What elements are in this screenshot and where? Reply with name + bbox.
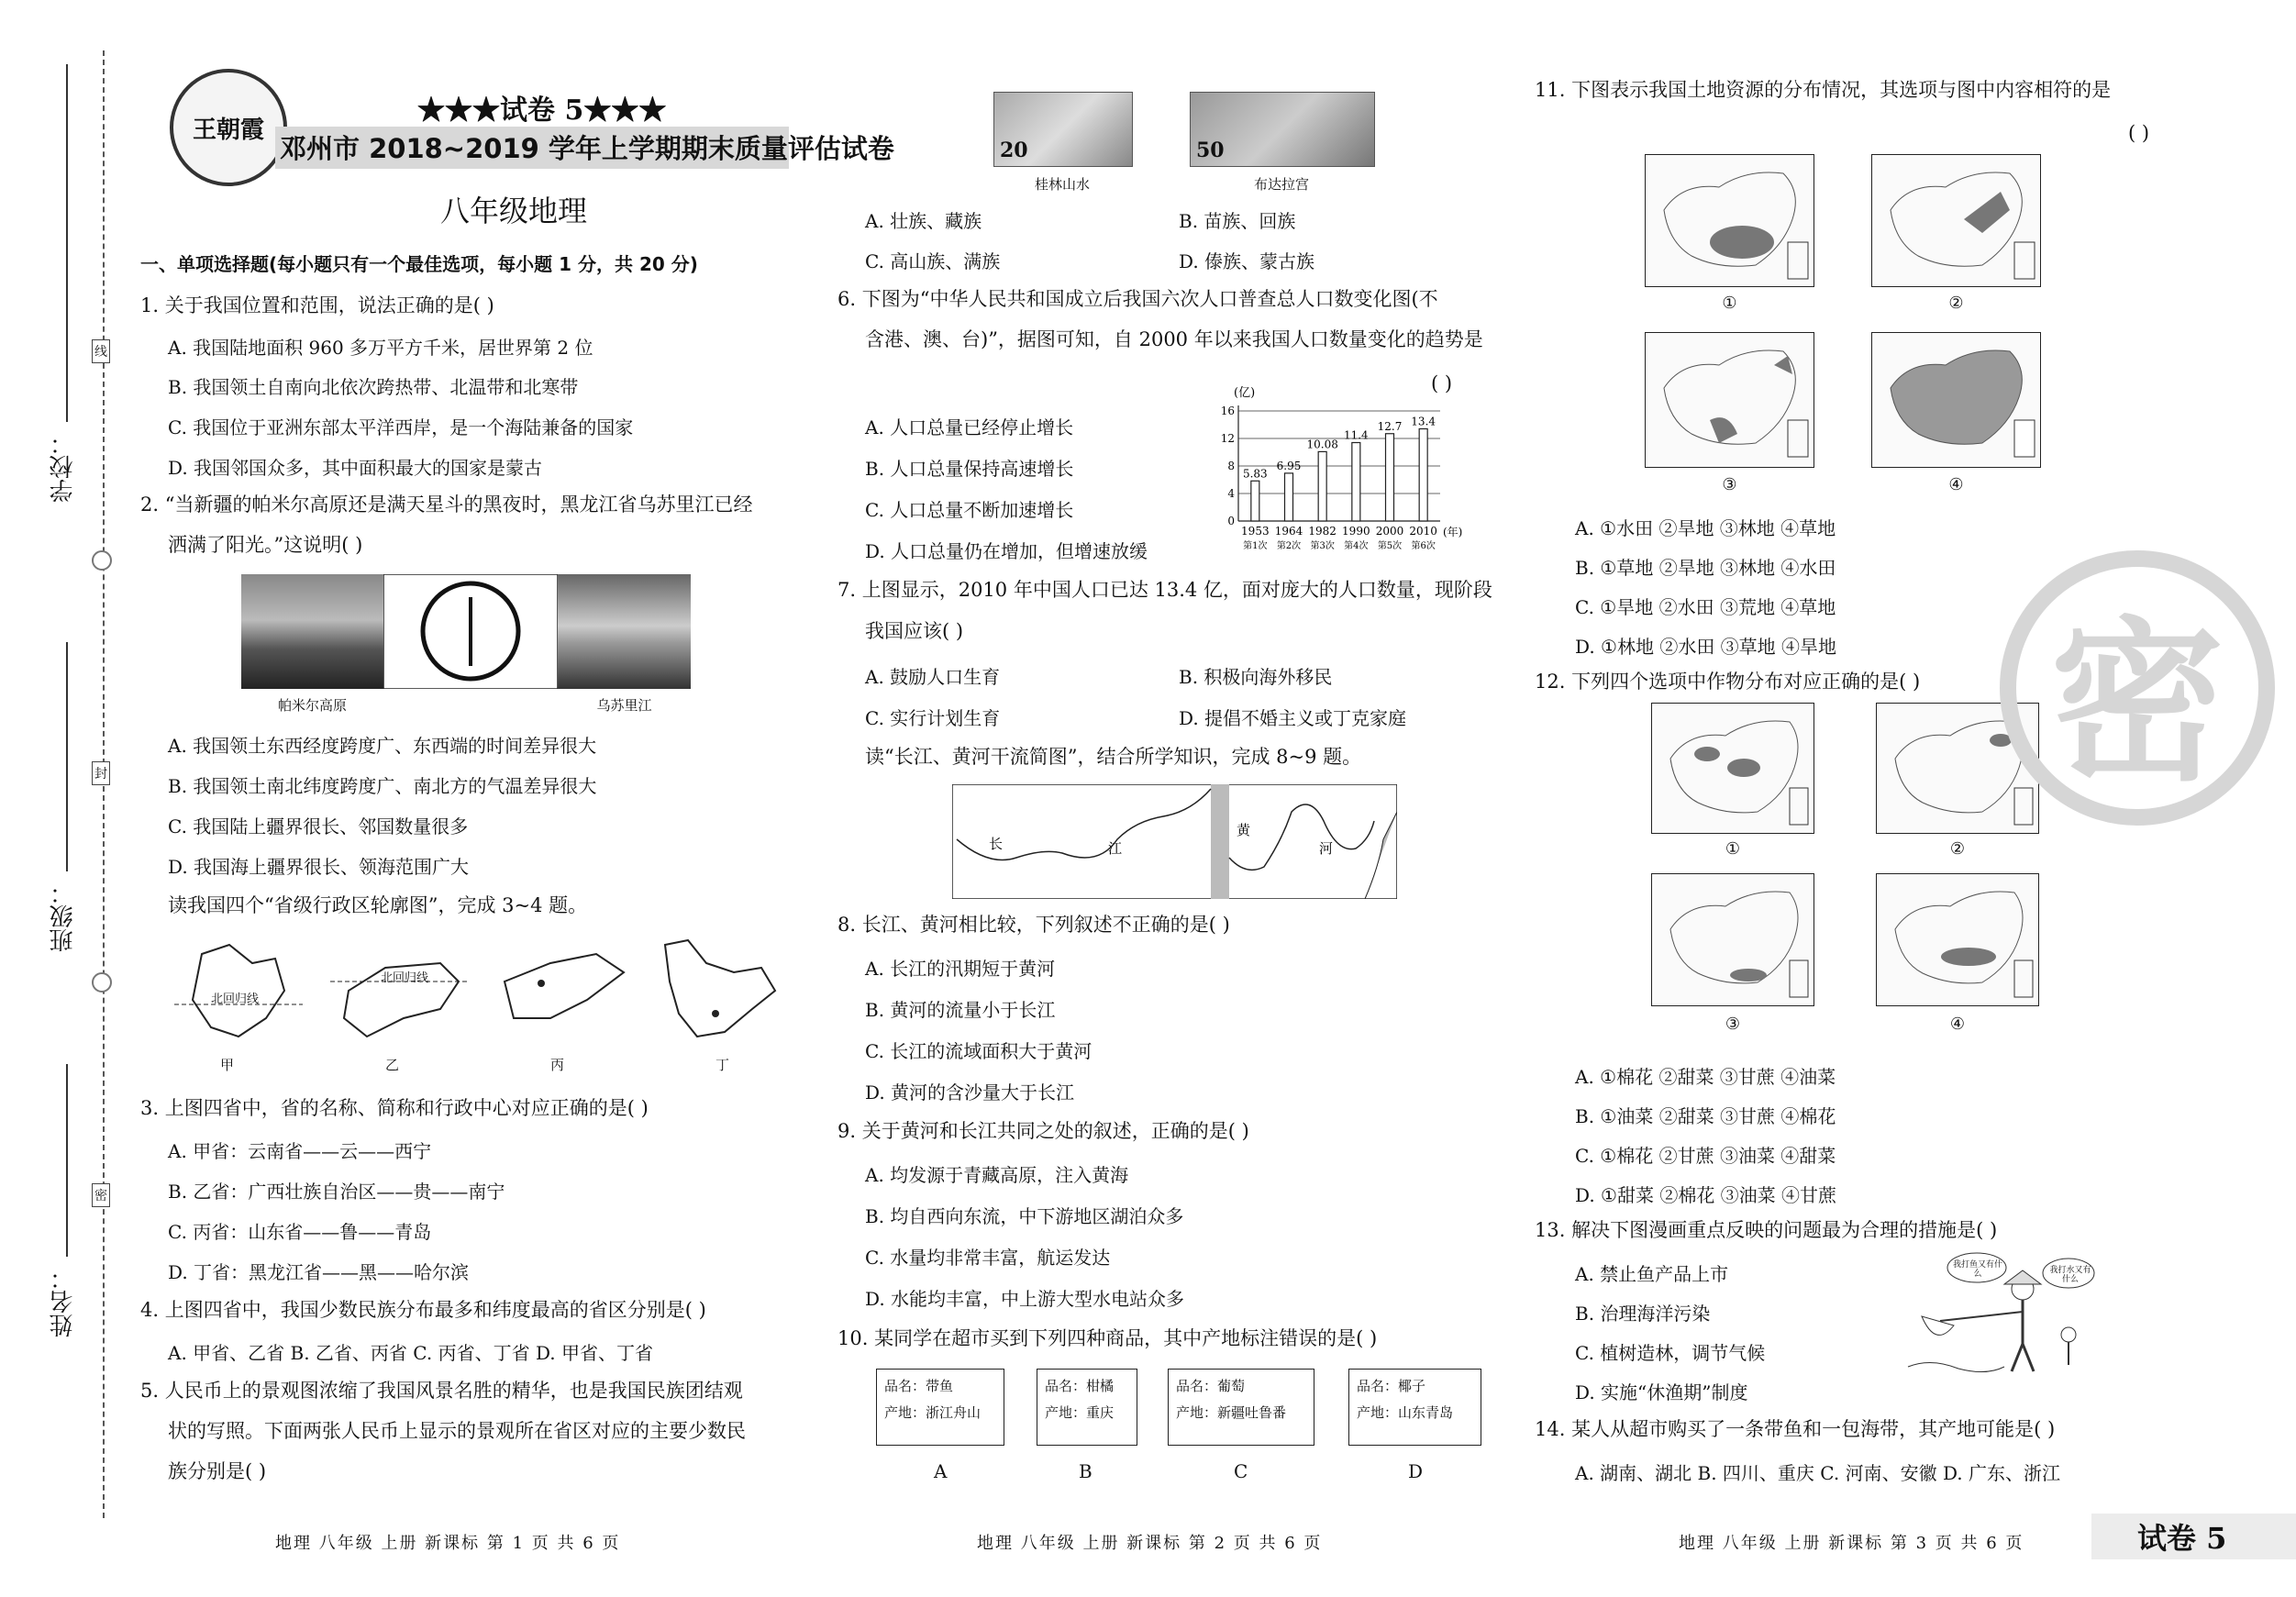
wusuli-caption: 乌苏里江 bbox=[596, 697, 652, 714]
q10-tag-c bbox=[1168, 1369, 1314, 1446]
q12-option-d[interactable]: D. ①甜菜 ②棉花 ③油菜 ④甘蔗 bbox=[1575, 1184, 1837, 1206]
class-label: 班级： bbox=[50, 881, 77, 952]
banknote-50 bbox=[1190, 92, 1375, 167]
q7-stem-2: 我国应该( ) bbox=[865, 620, 964, 642]
pamir-photo bbox=[241, 574, 383, 689]
water-waves bbox=[1908, 1362, 2004, 1371]
q6-paren: ( ) bbox=[1431, 372, 1453, 394]
q5-option-b[interactable]: B. 苗族、回族 bbox=[1179, 210, 1296, 232]
potala-caption: 布达拉宫 bbox=[1253, 176, 1309, 193]
seal-line-label: 线 bbox=[92, 339, 110, 363]
chart-bar bbox=[1285, 473, 1293, 521]
child-head bbox=[2061, 1327, 2076, 1342]
province-bing-outline bbox=[505, 954, 624, 1018]
secret-stamp-text: 密 bbox=[2049, 601, 2224, 804]
q8-stem: 8. 长江、黄河相比较，下列叙述不正确的是( ) bbox=[837, 914, 1230, 936]
q13-stem: 13. 解决下图漫画重点反映的问题最为合理的措施是( ) bbox=[1535, 1219, 1998, 1241]
chart-census-label: 第6次 bbox=[1411, 541, 1436, 551]
chart-bar bbox=[1352, 443, 1360, 522]
q10-tag-c-origin: 产地：新疆吐鲁番 bbox=[1176, 1403, 1287, 1421]
chart-ytick-label: 0 bbox=[1227, 515, 1235, 527]
q1-option-a[interactable]: A. 我国陆地面积 960 多万平方千米，居世界第 2 位 bbox=[168, 337, 593, 359]
q12-label-1: ① bbox=[1725, 839, 1741, 859]
q5-stem-1: 5. 人民币上的景观图浓缩了我国风景名胜的精华，也是我国民族团结观 bbox=[140, 1380, 743, 1402]
q7-option-d[interactable]: D. 提倡不婚主义或丁克家庭 bbox=[1179, 707, 1407, 729]
chart-census-label: 第4次 bbox=[1344, 541, 1369, 551]
q3-option-a[interactable]: A. 甲省：云南省——云——西宁 bbox=[168, 1140, 432, 1162]
q12-map-4-shape bbox=[1877, 874, 2040, 1007]
q14-stem: 14. 某人从超市购买了一条带鱼和一包海带，其产地可能是( ) bbox=[1535, 1418, 2056, 1440]
chart-value-label: 11.4 bbox=[1343, 428, 1369, 442]
q10-tag-c-name: 品名：葡萄 bbox=[1176, 1378, 1246, 1394]
province-ding-label: 丁 bbox=[715, 1057, 730, 1073]
read-34: 读我国四个“省级行政区轮廓图”，完成 3~4 题。 bbox=[168, 894, 588, 916]
q11-map-1-shape bbox=[1646, 155, 1815, 288]
q10-tag-b bbox=[1037, 1369, 1137, 1446]
river-label-huang: 黄 bbox=[1237, 822, 1251, 838]
q10-tag-a-origin: 产地：浙江舟山 bbox=[884, 1403, 982, 1421]
q12-map-3-shape bbox=[1652, 874, 1815, 1007]
q5-option-c[interactable]: C. 高山族、满族 bbox=[865, 250, 1001, 272]
q6-stem-2: 含港、澳、台)”，据图可知，自 2000 年以来我国人口数量变化的趋势是 bbox=[865, 328, 1483, 350]
q13-option-b[interactable]: B. 治理海洋污染 bbox=[1575, 1303, 1711, 1325]
q10-tag-b-origin: 产地：重庆 bbox=[1045, 1403, 1115, 1421]
q12-label-4: ④ bbox=[1949, 1015, 1966, 1034]
q2-option-c[interactable]: C. 我国陆上疆界很长、邻国数量很多 bbox=[168, 815, 469, 837]
q10-tag-b-name: 品名：柑橘 bbox=[1045, 1378, 1115, 1394]
q12-map-4 bbox=[1876, 873, 2039, 1006]
name-underline bbox=[66, 1064, 68, 1257]
chart-bar bbox=[1386, 434, 1394, 521]
province-bing-capital bbox=[538, 980, 545, 987]
province-yi-label: 乙 bbox=[385, 1057, 400, 1073]
margin-ornament-1 bbox=[92, 550, 112, 571]
chart-category-label: 2010 bbox=[1409, 525, 1437, 538]
q10-tag-a-name: 品名：带鱼 bbox=[884, 1378, 954, 1394]
q6-option-d[interactable]: D. 人口总量仍在增加，但增速放缓 bbox=[865, 540, 1148, 562]
q2-option-b[interactable]: B. 我国领土南北纬度跨度广、南北方的气温差异很大 bbox=[168, 775, 597, 797]
q10-tag-d bbox=[1348, 1369, 1481, 1446]
fisher-hat bbox=[2004, 1270, 2041, 1284]
fisher-leg-right bbox=[2023, 1344, 2034, 1371]
chart-category-label: 1964 bbox=[1274, 525, 1303, 538]
q11-map-3-shape bbox=[1646, 333, 1815, 469]
chart-value-label: 10.08 bbox=[1306, 438, 1338, 451]
class-underline bbox=[66, 642, 68, 871]
q13-option-d[interactable]: D. 实施“休渔期”制度 bbox=[1575, 1381, 1748, 1403]
province-ding-outline bbox=[665, 940, 775, 1037]
q11-label-1: ① bbox=[1722, 294, 1737, 313]
chart-category-label: 1953 bbox=[1241, 525, 1270, 538]
q12-map-3 bbox=[1651, 873, 1814, 1006]
river-label-chang: 长 bbox=[989, 836, 1004, 852]
q6-option-b[interactable]: B. 人口总量保持高速增长 bbox=[865, 458, 1074, 480]
chart-census-label: 第1次 bbox=[1243, 541, 1268, 551]
banknote-50-value: 50 bbox=[1196, 139, 1225, 162]
q10-tag-d-origin: 产地：山东青岛 bbox=[1357, 1403, 1454, 1421]
exam-badge: ★★★试卷 5★★★ bbox=[417, 94, 667, 127]
chart-ytick-label: 8 bbox=[1227, 460, 1235, 472]
seal-seal-label: 封 bbox=[92, 761, 110, 785]
bubble1-text: 我打鱼又有什么 bbox=[1952, 1260, 2002, 1279]
q11-option-d[interactable]: D. ①林地 ②水田 ③草地 ④旱地 bbox=[1575, 636, 1837, 658]
logo-text: 王朝霞 bbox=[192, 116, 264, 144]
q9-option-a[interactable]: A. 均发源于青藏高原，注入黄海 bbox=[865, 1164, 1129, 1186]
logo-seal bbox=[170, 69, 287, 186]
margin-ornament-2 bbox=[92, 972, 112, 993]
q12-option-b[interactable]: B. ①油菜 ②甜菜 ③甘蔗 ④棉花 bbox=[1575, 1105, 1836, 1127]
chart-value-label: 6.95 bbox=[1276, 459, 1302, 472]
q14-options[interactable]: A. 湖南、湖北 B. 四川、重庆 C. 河南、安徽 D. 广东、浙江 bbox=[1575, 1462, 2060, 1484]
q3-option-c[interactable]: C. 丙省：山东省——鲁——青岛 bbox=[168, 1221, 432, 1243]
bubble2-text: 我打水又有什么 bbox=[2049, 1266, 2091, 1284]
q3-option-d[interactable]: D. 丁省：黑龙江省——黑——哈尔滨 bbox=[168, 1261, 470, 1283]
chart-xlabel: (年) bbox=[1443, 526, 1463, 538]
fishing-rod bbox=[1940, 1312, 2023, 1321]
q10-stem: 10. 某同学在超市买到下列四种商品，其中产地标注错误的是( ) bbox=[837, 1327, 1378, 1349]
seal-secret-label: 密 bbox=[92, 1183, 110, 1207]
badge-text: 试卷 5 bbox=[500, 94, 584, 127]
read-89: 读“长江、黄河干流简图”，结合所学知识，完成 8~9 题。 bbox=[865, 746, 1362, 768]
q7-stem-1: 7. 上图显示，2010 年中国人口已达 13.4 亿，面对庞大的人口数量，现阶段 bbox=[837, 579, 1492, 601]
chart-ytick-label: 4 bbox=[1227, 487, 1235, 500]
wusuli-photo bbox=[558, 574, 691, 689]
q12-option-a[interactable]: A. ①棉花 ②甜菜 ③甘蔗 ④油菜 bbox=[1575, 1066, 1836, 1088]
chart-bar bbox=[1251, 481, 1259, 521]
q9-stem: 9. 关于黄河和长江共同之处的叙述，正确的是( ) bbox=[837, 1120, 1249, 1142]
q1-option-c[interactable]: C. 我国位于亚洲东部太平洋西岸，是一个海陆兼备的国家 bbox=[168, 416, 634, 438]
q8-option-c[interactable]: C. 长江的流域面积大于黄河 bbox=[865, 1040, 1093, 1062]
chart-value-label: 13.4 bbox=[1411, 415, 1436, 428]
q8-option-a[interactable]: A. 长江的汛期短于黄河 bbox=[865, 958, 1056, 980]
name-label: 姓名： bbox=[50, 1266, 77, 1337]
q2-stem-2: 洒满了阳光。”这说明( ) bbox=[168, 534, 363, 556]
q8-option-d[interactable]: D. 黄河的含沙量大于长江 bbox=[865, 1081, 1075, 1103]
clock-image bbox=[383, 574, 558, 689]
q9-option-b[interactable]: B. 均自西向东流，中下游地区湖泊众多 bbox=[865, 1205, 1184, 1227]
footer-page-1: 地理 八年级 上册 新课标 第 1 页 共 6 页 bbox=[275, 1534, 621, 1553]
q11-map-1 bbox=[1645, 154, 1814, 287]
chart-census-label: 第5次 bbox=[1377, 541, 1403, 551]
q6-stem-1: 6. 下图为“中华人民共和国成立后我国六次人口普查总人口数变化图(不 bbox=[837, 288, 1438, 310]
guilin-caption: 桂林山水 bbox=[1034, 176, 1090, 193]
q7-option-c[interactable]: C. 实行计划生育 bbox=[865, 707, 1001, 729]
q11-map-2 bbox=[1871, 154, 2041, 287]
fisher-leg-left bbox=[2012, 1344, 2023, 1371]
exam-title: 邓州市 2018~2019 学年上学期期末质量评估试卷 bbox=[280, 133, 894, 164]
section-title: 一、单项选择题(每小题只有一个最佳选项，每小题 1 分，共 20 分) bbox=[140, 253, 698, 275]
q12-stem: 12. 下列四个选项中作物分布对应正确的是( ) bbox=[1535, 671, 1921, 693]
q5-stem-2: 状的写照。下面两张人民币上显示的景观所在省区对应的主要少数民 bbox=[168, 1420, 746, 1442]
q1-option-b[interactable]: B. 我国领土自南向北依次跨热带、北温带和北寒带 bbox=[168, 376, 579, 398]
q11-stem: 11. 下图表示我国土地资源的分布情况，其选项与图中内容相符的是 bbox=[1535, 79, 2112, 101]
chart-category-label: 2000 bbox=[1375, 525, 1404, 538]
q11-option-b[interactable]: B. ①草地 ②旱地 ③林地 ④水田 bbox=[1575, 557, 1836, 579]
q1-stem: 1. 关于我国位置和范围，说法正确的是( ) bbox=[140, 294, 494, 316]
province-ding-capital bbox=[712, 1010, 719, 1017]
q7-option-b[interactable]: B. 积极向海外移民 bbox=[1179, 666, 1333, 688]
q12-map-1 bbox=[1651, 703, 1814, 834]
q11-label-4: ④ bbox=[1948, 475, 1964, 494]
chart-category-label: 1990 bbox=[1342, 525, 1370, 538]
chart-census-label: 第2次 bbox=[1276, 541, 1302, 551]
q11-paren: ( ) bbox=[2128, 122, 2150, 144]
q11-map-3 bbox=[1645, 332, 1814, 468]
q11-label-3: ③ bbox=[1722, 475, 1737, 494]
school-label: 学校： bbox=[50, 431, 77, 503]
chart-ytick-label: 12 bbox=[1220, 432, 1235, 445]
chart-ylabel: (亿) bbox=[1234, 386, 1256, 400]
q7-option-a[interactable]: A. 鼓励人口生育 bbox=[865, 666, 1001, 688]
chart-bar bbox=[1419, 429, 1427, 522]
q3-stem: 3. 上图四省中，省的名称、简称和行政中心对应正确的是( ) bbox=[140, 1097, 649, 1119]
chart-category-label: 1982 bbox=[1308, 525, 1337, 538]
q13-option-a[interactable]: A. 禁止鱼产品上市 bbox=[1575, 1263, 1729, 1285]
river-label-he: 河 bbox=[1319, 840, 1334, 857]
q3-option-b[interactable]: B. 乙省：广西壮族自治区——贵——南宁 bbox=[168, 1181, 505, 1203]
q6-option-c[interactable]: C. 人口总量不断加速增长 bbox=[865, 499, 1074, 521]
province-jia-label: 甲 bbox=[220, 1057, 235, 1073]
q9-option-d[interactable]: D. 水能均丰富，中上游大型水电站众多 bbox=[865, 1288, 1185, 1310]
river-map bbox=[952, 784, 1397, 899]
banknote-20-value: 20 bbox=[1000, 139, 1028, 162]
q11-option-a[interactable]: A. ①水田 ②旱地 ③林地 ④草地 bbox=[1575, 517, 1836, 539]
chart-census-label: 第3次 bbox=[1310, 541, 1335, 551]
q5-option-d[interactable]: D. 傣族、蒙古族 bbox=[1179, 250, 1315, 272]
q2-stem-1: 2. “当新疆的帕米尔高原还是满天星斗的黑夜时，黑龙江省乌苏里江已经 bbox=[140, 494, 753, 516]
q11-label-2: ② bbox=[1948, 294, 1964, 313]
chart-value-label: 12.7 bbox=[1377, 419, 1403, 433]
q11-map-4-shape bbox=[1872, 333, 2042, 469]
q12-map-1-shape bbox=[1652, 704, 1815, 835]
chart-ytick-label: 16 bbox=[1220, 405, 1235, 417]
banknote-20 bbox=[993, 92, 1133, 167]
q10-option-c[interactable]: C bbox=[1234, 1460, 1248, 1482]
q2-option-a[interactable]: A. 我国领土东西经度跨度广、东西端的时间差异很大 bbox=[168, 735, 597, 757]
footer-page-2: 地理 八年级 上册 新课标 第 2 页 共 6 页 bbox=[977, 1534, 1323, 1553]
footer-page-3: 地理 八年级 上册 新课标 第 3 页 共 6 页 bbox=[1679, 1534, 2024, 1553]
population-chart bbox=[1211, 385, 1477, 564]
province-bing-label: 丙 bbox=[550, 1057, 565, 1073]
q10-tag-d-name: 品名：椰子 bbox=[1357, 1378, 1426, 1394]
river-map-divider bbox=[1211, 784, 1229, 899]
q11-map-2-shape bbox=[1872, 155, 2042, 288]
tropic-label-jia: 北回归线 bbox=[211, 993, 260, 1006]
river-label-jiang: 江 bbox=[1108, 840, 1123, 857]
q13-option-c[interactable]: C. 植树造林，调节气候 bbox=[1575, 1342, 1766, 1364]
q4-stem: 4. 上图四省中，我国少数民族分布最多和纬度最高的省区分别是( ) bbox=[140, 1299, 706, 1321]
q2-option-d[interactable]: D. 我国海上疆界很长、领海范围广大 bbox=[168, 856, 470, 878]
q10-option-d[interactable]: D bbox=[1408, 1460, 1424, 1482]
q5-stem-3: 族分别是( ) bbox=[168, 1460, 267, 1482]
pamir-caption: 帕米尔高原 bbox=[277, 697, 347, 714]
chart-value-label: 5.83 bbox=[1242, 467, 1268, 481]
q10-option-a[interactable]: A bbox=[934, 1460, 948, 1482]
chart-bar bbox=[1318, 451, 1326, 521]
q1-option-d[interactable]: D. 我国邻国众多，其中面积最大的国家是蒙古 bbox=[168, 457, 543, 479]
q9-option-c[interactable]: C. 水量均非常丰富，航运发达 bbox=[865, 1247, 1111, 1269]
q12-label-2: ② bbox=[1949, 839, 1966, 859]
q6-option-a[interactable]: A. 人口总量已经停止增长 bbox=[865, 416, 1074, 438]
school-underline bbox=[66, 64, 68, 422]
footer-badge: 试卷 5 bbox=[2137, 1521, 2227, 1556]
q11-option-c[interactable]: C. ①旱地 ②水田 ③荒地 ④草地 bbox=[1575, 596, 1836, 618]
secret-stamp bbox=[2000, 550, 2275, 826]
q4-options[interactable]: A. 甲省、乙省 B. 乙省、丙省 C. 丙省、丁省 D. 甲省、丁省 bbox=[168, 1342, 653, 1364]
q8-option-b[interactable]: B. 黄河的流量小于长江 bbox=[865, 999, 1056, 1021]
q12-option-c[interactable]: C. ①棉花 ②甘蔗 ③油菜 ④甜菜 bbox=[1575, 1145, 1836, 1167]
q12-label-3: ③ bbox=[1725, 1015, 1741, 1034]
subject-title: 八年级地理 bbox=[440, 194, 588, 228]
q10-option-b[interactable]: B bbox=[1079, 1460, 1093, 1482]
tropic-label-yi: 北回归线 bbox=[381, 971, 429, 985]
q5-option-a[interactable]: A. 壮族、藏族 bbox=[865, 210, 982, 232]
q10-tag-a bbox=[876, 1369, 1004, 1446]
q11-map-4 bbox=[1871, 332, 2041, 468]
